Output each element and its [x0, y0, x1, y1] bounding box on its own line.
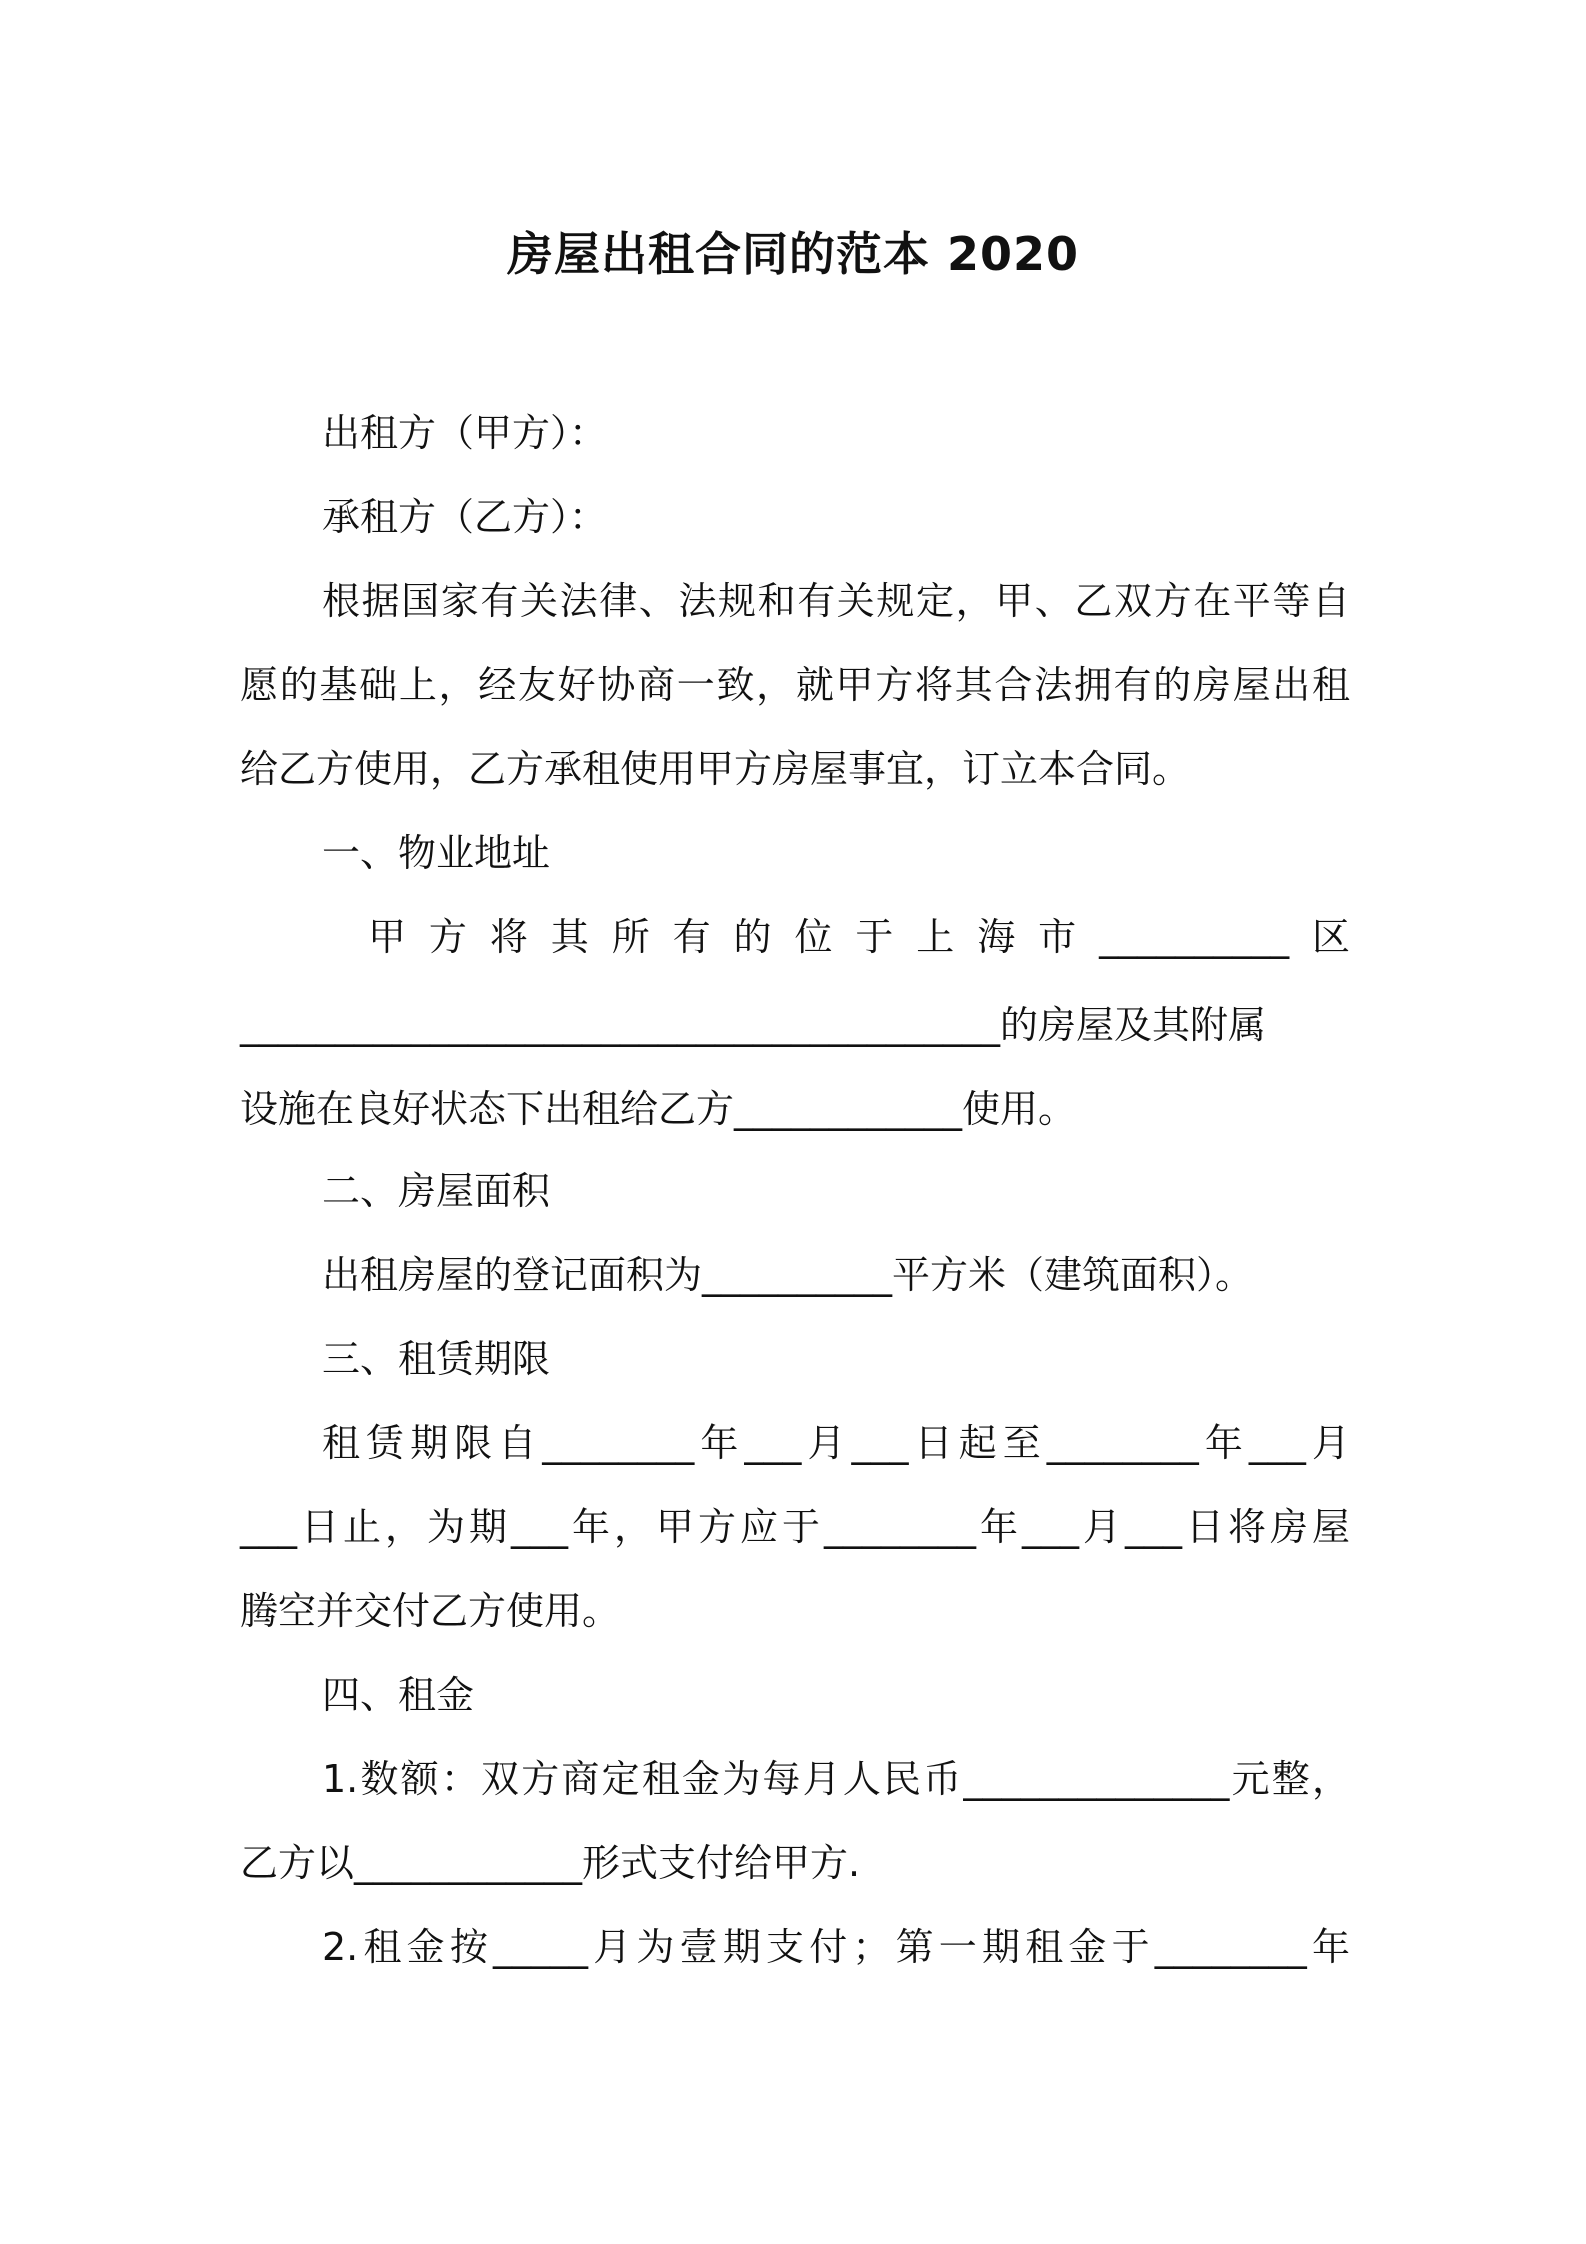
address-line-3: 设施在良好状态下出租给乙方____________使用。: [240, 1087, 1077, 1131]
term-line-1: 租赁期限自________年___月___日起至________年___月: [322, 1421, 1350, 1465]
section-heading-address: 一、物业地址: [322, 831, 551, 875]
term-line-3: 腾空并交付乙方使用。: [240, 1589, 621, 1633]
address-line-2: ________________________________________的房屋及其附属: [240, 1003, 1267, 1047]
area-line: 出租房屋的登记面积为__________平方米（建筑面积）。: [322, 1253, 1254, 1297]
term-line-2: ___日止，为期___年，甲方应于________年___月___日将房屋: [240, 1505, 1350, 1549]
document-title: 房屋出租合同的范本 2020: [506, 227, 1080, 281]
section-heading-term: 三、租赁期限: [322, 1337, 551, 1381]
section-heading-rent: 四、租金: [322, 1673, 475, 1717]
preamble-line-3: 给乙方使用，乙方承租使用甲方房屋事宜，订立本合同。: [240, 747, 1191, 791]
address-line-1: 甲方将其所有的位于上海市__________区: [368, 915, 1350, 959]
lessee-line: 承租方（乙方）：: [322, 495, 608, 539]
rent-amount-line-2: 乙方以____________形式支付给甲方.: [240, 1841, 861, 1885]
preamble-line-1: 根据国家有关法律、法规和有关规定，甲、乙双方在平等自: [322, 579, 1350, 623]
rent-period-line: 2.租金按_____月为壹期支付；第一期租金于________年: [322, 1925, 1350, 1969]
rent-amount-line-1: 1.数额：双方商定租金为每月人民币______________元整，: [322, 1757, 1350, 1801]
section-heading-area: 二、房屋面积: [322, 1169, 551, 1213]
preamble-line-2: 愿的基础上，经友好协商一致，就甲方将其合法拥有的房屋出租: [240, 663, 1350, 707]
lessor-line: 出租方（甲方）：: [322, 411, 608, 455]
